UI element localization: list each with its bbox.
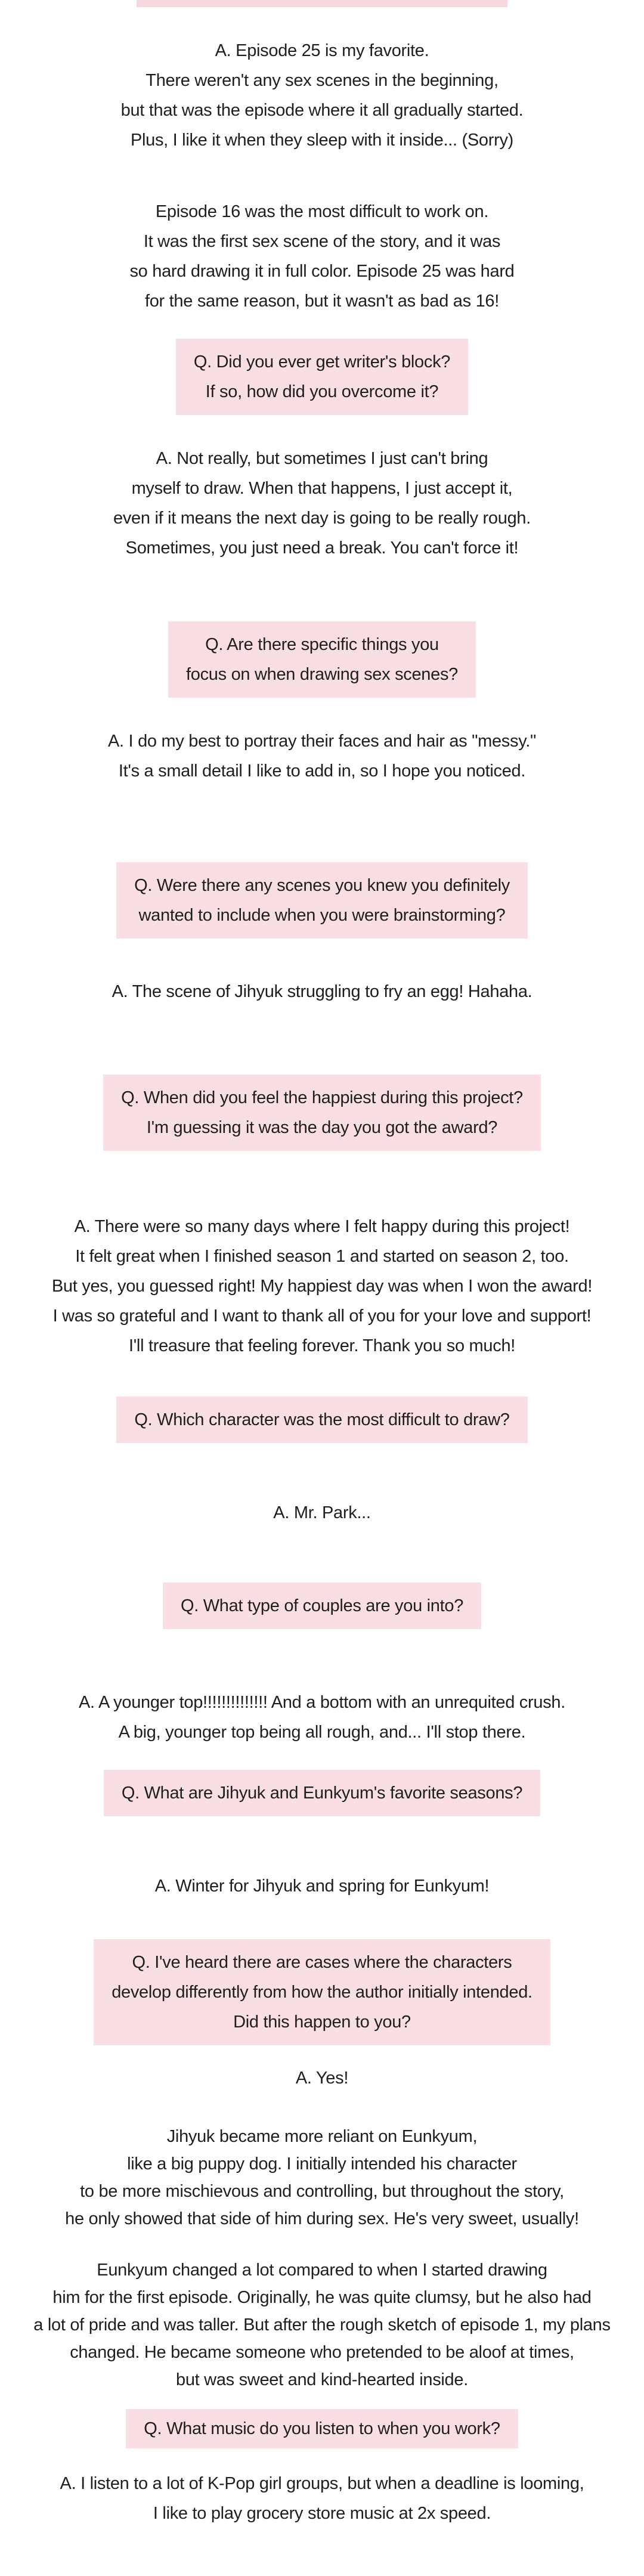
text-line: A. A younger top!!!!!!!!!!!!!! And a bottom with an unrequited crush.	[79, 1693, 565, 1712]
text-line: A big, younger top being all rough, and... I'll stop there.	[118, 1723, 526, 1742]
answer-text	[121, 36, 524, 155]
text-line: There weren't any sex scenes in the beginning,	[145, 71, 499, 90]
text-line: Did this happen to you?	[233, 2012, 411, 2032]
question-box	[126, 2409, 518, 2448]
text-line: like a big puppy dog. I initially intended his character	[127, 2154, 517, 2174]
text-line: wanted to include when you were brainstorming?	[138, 906, 506, 925]
text-line: him for the first episode. Originally, he was quite clumsy, but he also had	[52, 2288, 592, 2307]
text-line: I'm guessing it was the day you got the award?	[146, 1118, 498, 1137]
text-line: Q. What type of couples are you into?	[180, 1596, 464, 1615]
answer-text	[52, 1212, 592, 1361]
text-line: A. Mr. Park...	[273, 1503, 371, 1522]
question-box	[94, 1939, 550, 2045]
answer-text	[155, 1871, 490, 1901]
text-line: but that was the episode where it all gradually started.	[120, 101, 524, 120]
text-line: develop differently from how the author initially intended.	[112, 1983, 532, 2002]
text-line: myself to draw. When that happens, I just accept it,	[131, 479, 513, 498]
text-line: he only showed that side of him during sex. He's very sweet, usually!	[65, 2209, 579, 2228]
text-line: Sometimes, you just need a break. You can't force it!	[125, 538, 519, 558]
text-line: so hard drawing it in full color. Episode 25 was hard	[129, 262, 515, 281]
text-line: It felt great when I finished season 1 and started on season 2, too.	[75, 1247, 569, 1266]
question-box	[116, 1397, 527, 1443]
text-line: A. Winter for Jihyuk and spring for Eunkyum!	[154, 1877, 490, 1896]
question-box	[168, 621, 476, 698]
answer-text	[79, 1688, 565, 1747]
text-line: Q. Which character was the most difficult to draw?	[134, 1410, 510, 1429]
question-box	[116, 862, 528, 939]
answer-text	[296, 2063, 348, 2093]
answer-text	[273, 1498, 370, 1528]
text-line: A. Yes!	[295, 2069, 349, 2088]
text-line: but was sweet and kind-hearted inside.	[176, 2370, 468, 2389]
text-line: A. Not really, but sometimes I just can't bring	[156, 449, 488, 468]
text-line: Q. Were there any scenes you knew you definitely	[134, 876, 510, 895]
answer-text	[65, 2123, 579, 2233]
text-line: If so, how did you overcome it?	[205, 382, 439, 401]
cut-off-question-box	[137, 0, 507, 7]
text-line: even if it means the next day is going to be really rough.	[113, 509, 531, 528]
answer-text	[33, 2256, 610, 2394]
answer-text	[112, 977, 532, 1007]
text-line: Q. What are Jihyuk and Eunkyum's favorite seasons?	[121, 1784, 523, 1803]
text-line: A. I do my best to portray their faces and hair as "messy."	[108, 732, 536, 751]
text-line: Jihyuk became more reliant on Eunkyum,	[166, 2127, 478, 2146]
text-line: I like to play grocery store music at 2x speed.	[153, 2504, 491, 2523]
text-line: A. I listen to a lot of K-Pop girl groups, but when a deadline is looming,	[60, 2474, 584, 2493]
text-line: Q. Are there specific things you	[205, 635, 439, 654]
text-line: A. Episode 25 is my favorite.	[215, 41, 429, 60]
text-line: a lot of pride and was taller. But after the rough sketch of episode 1, my plans	[33, 2315, 611, 2334]
question-box	[103, 1075, 541, 1151]
question-box	[104, 1770, 540, 1816]
text-line: Q. I've heard there are cases where the characters	[132, 1953, 512, 1972]
answer-text	[113, 444, 531, 563]
text-line: But yes, you guessed right! My happiest day was when I won the award!	[51, 1277, 593, 1296]
text-line: I'll treasure that feeling forever. Thank you so much!	[128, 1336, 516, 1355]
text-line: Q. Did you ever get writer's block?	[193, 352, 451, 371]
text-line: It was the first sex scene of the story, and it was	[143, 232, 501, 251]
answer-text	[60, 2469, 584, 2528]
text-line: Eunkyum changed a lot compared to when I started drawing	[97, 2261, 547, 2280]
text-line: Plus, I like it when they sleep with it inside... (Sorry)	[130, 131, 514, 150]
answer-text	[108, 726, 536, 786]
text-line: Q. What music do you listen to when you work?	[144, 2419, 500, 2438]
text-line: A. There were so many days where I felt happy during this project!	[74, 1217, 570, 1236]
text-line: to be more mischievous and controlling, but throughout the story,	[80, 2182, 564, 2201]
question-box	[176, 339, 468, 415]
text-line: Episode 16 was the most difficult to work on.	[155, 202, 489, 221]
question-box	[163, 1583, 481, 1629]
text-line: It's a small detail I like to add in, so I hope you noticed.	[118, 761, 526, 781]
text-line: changed. He became someone who pretended to be aloof at times,	[70, 2343, 574, 2362]
text-line: A. The scene of Jihyuk struggling to fry an egg! Hahaha.	[112, 982, 532, 1001]
text-line: I was so grateful and I want to thank all of you for your love and support!	[52, 1306, 592, 1326]
text-line: for the same reason, but it wasn't as bad as 16!	[144, 292, 500, 311]
answer-text	[129, 197, 514, 316]
text-line: Q. When did you feel the happiest during this project?	[121, 1088, 523, 1107]
text-line: focus on when drawing sex scenes?	[186, 665, 458, 684]
